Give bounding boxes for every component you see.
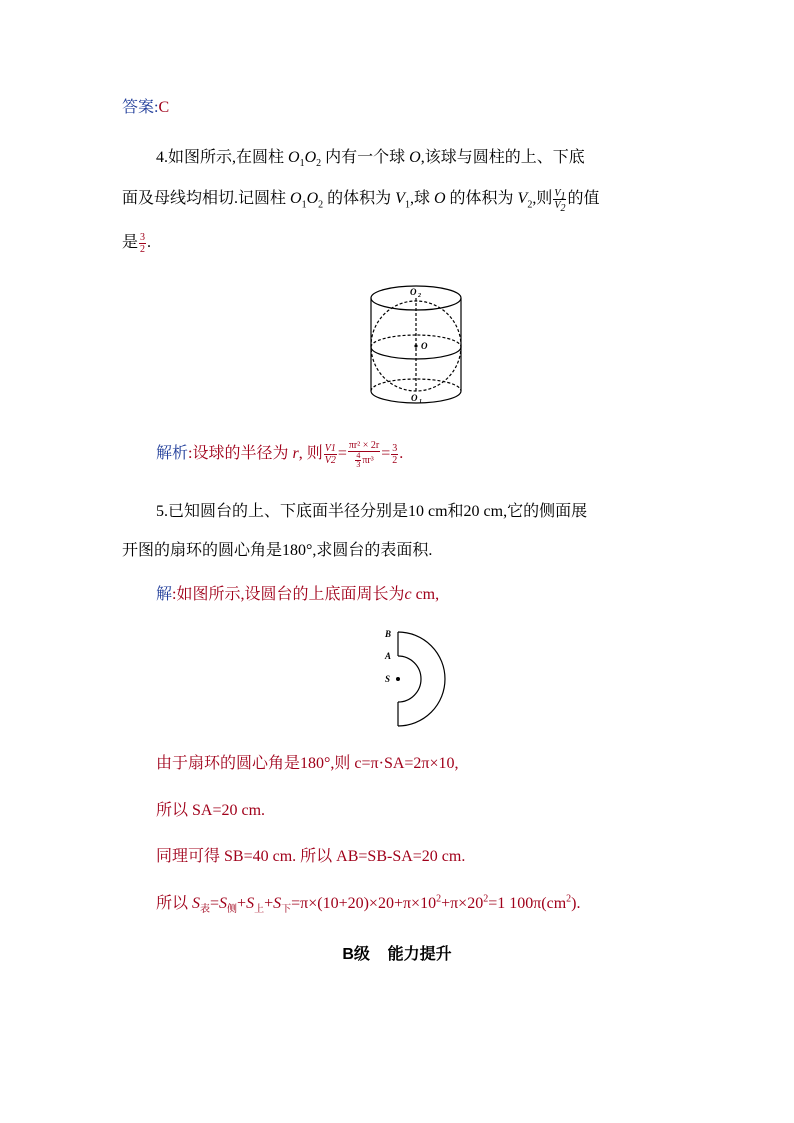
q5-line2: 开图的扇环的圆心角是180°,求圆台的表面积. [122, 542, 433, 559]
cylinder-sphere-figure [368, 283, 468, 408]
q4-line1: 4.如图所示,在圆柱 $O_1O_2$ 内有一个球 O,该球与圆柱的上、下底 [156, 149, 585, 170]
answer-label: 答案 [122, 99, 155, 116]
label-o1: O [411, 393, 418, 403]
q5-line1: 5.已知圆台的上、下底面半径分别是10 cm和20 cm,它的侧面展 [156, 503, 588, 520]
sol4-volume-fraction: πr² × 2r $\frac{4}{3}$ πr³ [348, 440, 380, 469]
q4-line3: 是 $\frac{3}{2}$ . [122, 232, 152, 255]
answer-value: C [158, 99, 170, 116]
v-ratio-fraction: $\frac{V_1}{V_2}$ [554, 188, 566, 214]
sol4-line: 解析:设球的半径为 r, 则 $\frac{V1}{V2}$ = πr² × 2r $\frac{4}{3}$ πr³ = $\frac{3}{2}$ . [156, 440, 404, 469]
svg-text:1: 1 [419, 399, 422, 405]
step-3: 同理可得 SB=40 cm. 所以 AB=SB-SA=20 cm. [156, 848, 466, 865]
sol5-label: 解 [156, 586, 173, 603]
label-s: S [385, 674, 391, 684]
label-b: B [385, 629, 392, 639]
answer-line: 答案:C [122, 99, 170, 116]
label-o2: O [410, 287, 417, 297]
annular-sector-figure [382, 627, 452, 732]
svg-text:2: 2 [418, 293, 421, 299]
section-heading: B级 能力提升 [342, 946, 452, 963]
label-o: O [421, 341, 428, 351]
step-4: 所以 $S_表=S_侧+S_上+S_下=\pi\times(10+20)\times 20+\pi\times 10^2+\pi\times 20^2=1$ $100\pi(cm^2)$. [156, 893, 581, 916]
label-a: A [385, 651, 392, 661]
q4-line2: 面及母线均相切.记圆柱 $O_1O_2$ 的体积为 $V_1$,球 O 的体积为 $V_2$,则 $\frac{V_1}{V_2}$ 的值 [122, 188, 600, 214]
step-2: 所以 SA=20 cm. [156, 802, 266, 819]
q4-answer-fraction: $\frac{3}{2}$ [140, 232, 146, 255]
step-1: 由于扇环的圆心角是180°,则 c=π·SA=2π×10, [156, 755, 459, 772]
sol4-label: 解析 [156, 445, 189, 463]
sol5-line: 解:如图所示,设圆台的上底面周长为c cm, [156, 586, 440, 603]
